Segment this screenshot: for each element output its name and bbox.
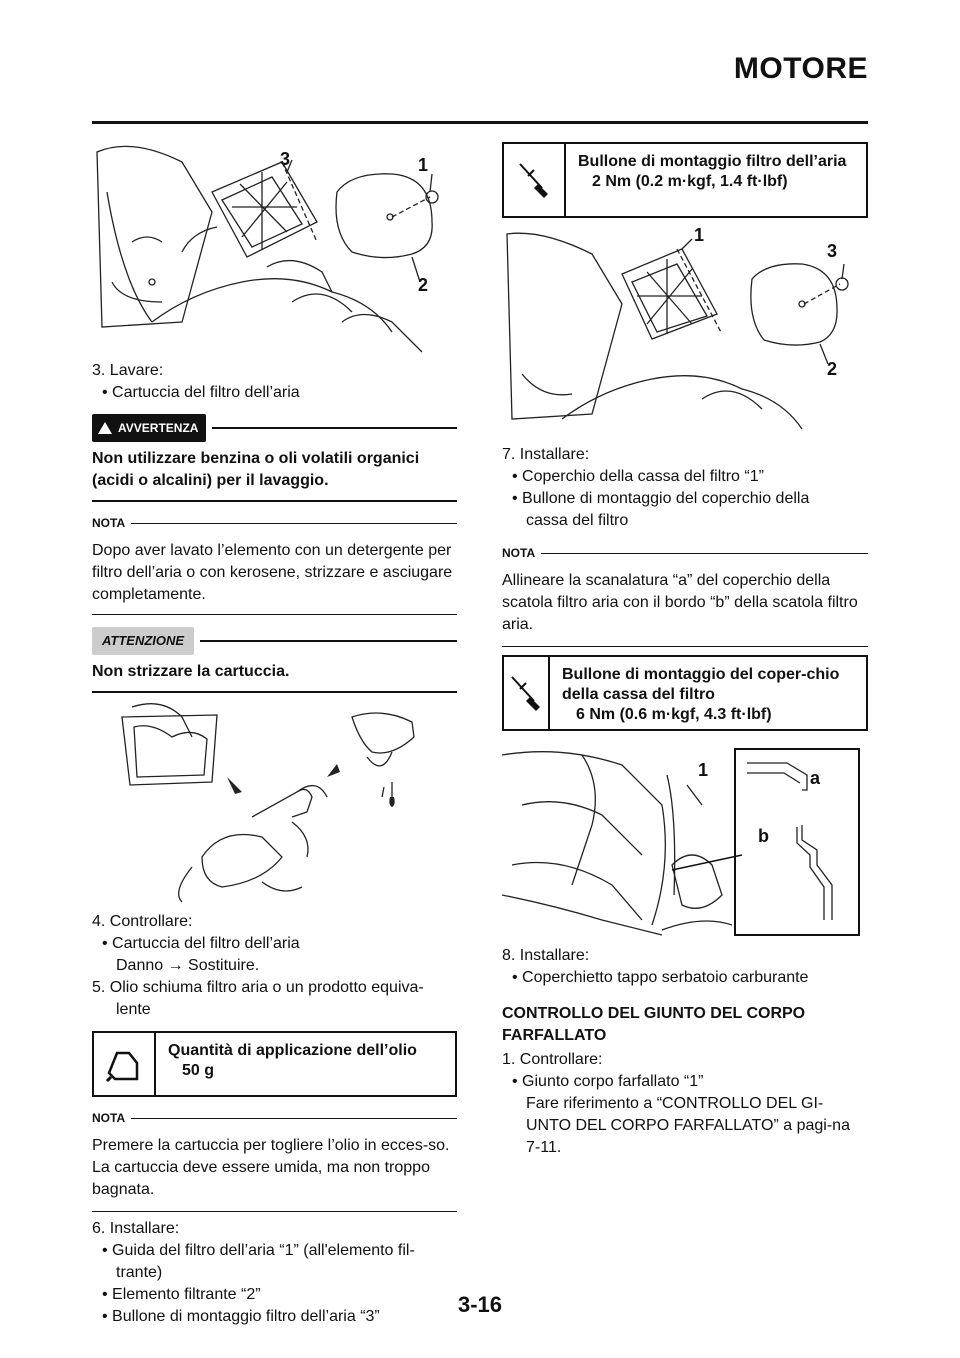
nota-bottom-rule (92, 614, 457, 615)
step-8: 8. Installare: (502, 947, 590, 964)
step-7-bullet-2: • Bullone di montaggio del coperchio della (512, 490, 810, 507)
caution-bottom-rule (92, 691, 457, 693)
warning-triangle-icon (98, 422, 112, 434)
torque-wrench-icon (504, 144, 566, 216)
nota-heading: NOTA (92, 512, 457, 534)
nota-text: Dopo aver lavato l’elemento con un detergente per filtro dell’aria o con kerosene, strizzare e asciugare completamente. (92, 542, 453, 603)
callout-3: 3 (827, 241, 838, 261)
oil-can-icon (94, 1033, 156, 1095)
callout-2: 2 (418, 275, 429, 295)
oil-spec-box (92, 1031, 457, 1097)
page-title: MOTORE (733, 52, 868, 85)
oil-spec-title: Quantità di applicazione dell’olio (168, 1042, 417, 1059)
section-step-1-ref: Fare riferimento a “CONTROLLO DEL GI-UNTO DEL CORPO FARFALLATO” a pagi-na 7-11. (526, 1095, 850, 1156)
figure-air-filter-removal (92, 132, 457, 360)
section-step-1-bullet: • Giunto corpo farfallato “1” (512, 1073, 704, 1090)
left-column (92, 132, 457, 1328)
nota3-text: Allineare la scanalatura “a” del coperchio della scatola filtro aria con il bordo “b” della scatola filtro aria. (502, 572, 858, 633)
callout-3: 3 (280, 149, 291, 169)
callout-b: b (758, 826, 769, 846)
callout-a: a (810, 768, 821, 788)
torque-spec-box-2 (502, 655, 868, 731)
step-6: 6. Installare: (92, 1220, 180, 1237)
torque-wrench-icon (504, 657, 550, 729)
step-6-bullet-2: • Elemento filtrante “2” (102, 1286, 261, 1303)
oil-spec-text (156, 1033, 429, 1095)
caution-text: Non strizzare la cartuccia. (92, 663, 290, 680)
callout-1: 1 (418, 155, 429, 175)
torque-spec-1-text (566, 144, 858, 216)
torque-spec-1-value: 2 Nm (0.2 m·kgf, 1.4 ft·lbf) (592, 173, 788, 190)
warning-bottom-rule (92, 500, 457, 502)
step-3-bullet: • Cartuccia del filtro dell’aria (102, 384, 300, 401)
air-filter-install-illustration (502, 224, 868, 444)
callout-1: 1 (694, 225, 705, 245)
nota2-heading: NOTA (92, 1107, 457, 1129)
step-6-bullet-3: • Bullone di montaggio filtro dell’aria “3” (102, 1308, 380, 1325)
step-8-bullet: • Coperchietto tappo serbatoio carburante (512, 969, 809, 986)
figure-air-filter-install (502, 224, 868, 444)
right-column (502, 142, 868, 1159)
step-7-bullet-1: • Coperchio della cassa del filtro “1” (512, 468, 764, 485)
nota2-text: Premere la cartuccia per togliere l’olio in ecces-so. La cartuccia deve essere umida, ma non troppo bagnata. (92, 1137, 450, 1198)
step-7-bullet-2-cont: cassa del filtro (526, 512, 629, 529)
step-6-bullet-1: • Guida del filtro dell’aria “1” (all'elemento fil- (102, 1242, 415, 1259)
section-heading: CONTROLLO DEL GIUNTO DEL CORPO FARFALLATO (502, 1005, 806, 1044)
torque-spec-2-text (550, 657, 866, 729)
step-5-cont: lente (116, 1001, 151, 1018)
warning-rule (212, 427, 457, 429)
step-4-bullet: • Cartuccia del filtro dell’aria (102, 935, 300, 952)
step-4: 4. Controllare: (92, 913, 193, 930)
nota3-bottom-rule (502, 646, 868, 647)
caution-badge: ATTENZIONE (92, 627, 194, 655)
air-filter-illustration (92, 132, 457, 360)
caution-heading (92, 627, 457, 655)
callout-1: 1 (698, 760, 709, 780)
step-4-sub: Danno → Sostituire. (116, 957, 260, 974)
washing-illustration (92, 697, 457, 905)
header-rule (92, 121, 868, 124)
figure-washing (92, 697, 457, 905)
callout-2: 2 (827, 359, 838, 379)
torque-spec-2-value: 6 Nm (0.6 m·kgf, 4.3 ft·lbf) (576, 706, 772, 723)
step-6-bullet-1-cont: trante) (116, 1264, 163, 1281)
nota2-bottom-rule (92, 1211, 457, 1212)
caution-rule (200, 640, 457, 642)
warning-heading (92, 414, 457, 442)
warning-badge: AVVERTENZA (92, 414, 206, 442)
step-3: 3. Lavare: (92, 362, 164, 379)
torque-spec-2-title: Bullone di montaggio del coper-chio della cassa del filtro (562, 666, 840, 703)
torque-spec-box-1 (502, 142, 868, 218)
section-step-1: 1. Controllare: (502, 1051, 603, 1068)
page-number: 3-16 (457, 1292, 503, 1317)
torque-spec-1-title: Bullone di montaggio filtro dell’aria (578, 153, 847, 170)
warning-text: Non utilizzare benzina o oli volatili organici (acidi o alcalini) per il lavaggio. (92, 450, 420, 489)
nota3-heading: NOTA (502, 542, 868, 564)
step-7: 7. Installare: (502, 446, 590, 463)
step-5: 5. Olio schiuma filtro aria o un prodotto equiva- (92, 979, 424, 996)
figure-fuel-cap (502, 745, 868, 941)
oil-spec-value: 50 g (182, 1062, 215, 1079)
